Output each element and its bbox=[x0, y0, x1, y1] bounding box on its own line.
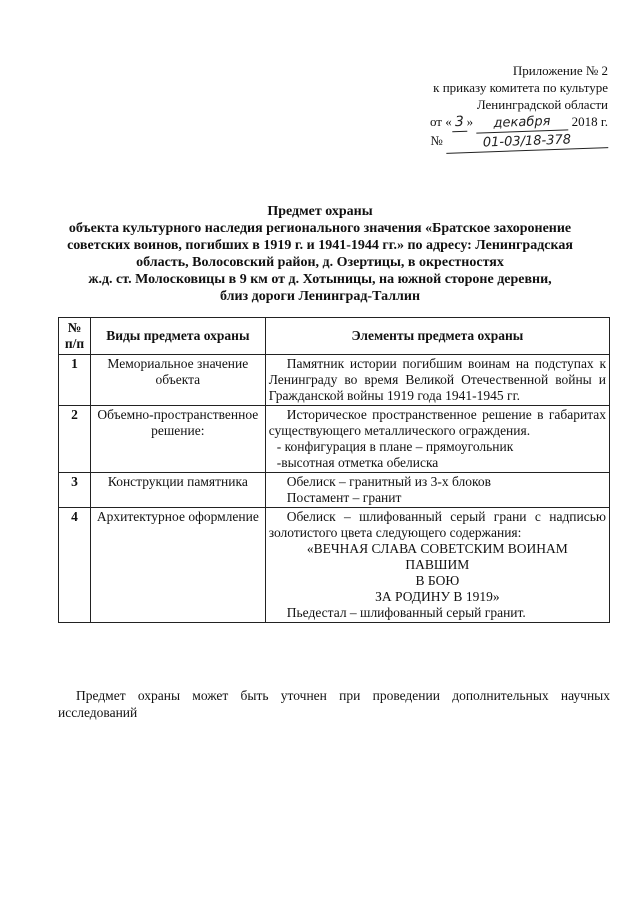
table-row bbox=[59, 508, 610, 623]
table-row bbox=[59, 406, 610, 473]
appendix-block bbox=[348, 62, 608, 151]
table-row bbox=[59, 473, 610, 508]
footer-text: Предмет охраны может быть уточнен при проведении дополнительных научных исследований bbox=[58, 688, 610, 720]
handwritten-number: 01-03/18-378 bbox=[446, 130, 609, 154]
inscription-line: ПАВШИМ bbox=[405, 557, 470, 572]
row-elements bbox=[265, 473, 609, 508]
inscription-line: ЗА РОДИНУ В 1919» bbox=[375, 589, 500, 604]
document-title bbox=[40, 203, 600, 305]
title-line-6: близ дороги Ленинград-Таллин bbox=[219, 289, 421, 304]
row-kind: Мемориальное значение объекта bbox=[90, 355, 265, 406]
title-line-4: область, Волосовский район, д. Озертицы, в окрестностях bbox=[136, 255, 504, 270]
row-num: 1 bbox=[59, 355, 91, 406]
row-text: Памятник истории погибшим воинам на подступах к Ленинграду во время Великой Отечественной войны и Гражданской войны 1919 года 1941-1945 гг. bbox=[268, 356, 606, 403]
table-row bbox=[59, 355, 610, 406]
footer-note bbox=[58, 687, 610, 721]
header-num: № п/п bbox=[59, 318, 91, 355]
row-num: 3 bbox=[59, 473, 91, 508]
header-kind: Виды предмета охраны bbox=[90, 318, 265, 355]
appendix-title: Приложение № 2 bbox=[512, 63, 608, 78]
appendix-order-ref: к приказу комитета по культуре bbox=[433, 80, 608, 95]
row-text: Обелиск – шлифованный серый грани с надписью золотистого цвета следующего содержания: bbox=[268, 509, 606, 540]
date-year: 2018 г. bbox=[571, 114, 608, 129]
row-tail: Пьедестал – шлифованный серый гранит. bbox=[286, 605, 526, 620]
row-kind: Архитектурное оформление bbox=[90, 508, 265, 623]
row-list-item: -высотная отметка обелиска bbox=[276, 455, 439, 470]
row-text: Историческое пространственное решение в габаритах существующего металлического ограждения. bbox=[268, 407, 606, 438]
title-line-5: ж.д. ст. Молосковицы в 9 км от д. Хотыницы, на южной стороне деревни, bbox=[88, 272, 552, 287]
row-elements bbox=[265, 508, 609, 623]
row-elements bbox=[265, 355, 609, 406]
inscription-line: В БОЮ bbox=[415, 573, 460, 588]
inscription-line: «ВЕЧНАЯ СЛАВА СОВЕТСКИМ ВОИНАМ bbox=[306, 541, 568, 556]
date-prefix: от « bbox=[429, 114, 452, 129]
appendix-number bbox=[348, 132, 608, 151]
row-elements bbox=[265, 406, 609, 473]
appendix-date bbox=[348, 113, 608, 132]
row-num: 4 bbox=[59, 508, 91, 623]
handwritten-day: 3 bbox=[451, 114, 467, 133]
table-header-row bbox=[59, 318, 610, 355]
row-line: Постамент – гранит bbox=[286, 490, 402, 505]
header-elements: Элементы предмета охраны bbox=[265, 318, 609, 355]
row-line: Обелиск – гранитный из 3-х блоков bbox=[286, 474, 492, 489]
row-kind: Конструкции памятника bbox=[90, 473, 265, 508]
number-prefix: № bbox=[430, 133, 443, 148]
date-mid: » bbox=[466, 114, 474, 129]
row-list-item: - конфигурация в плане – прямоугольник bbox=[276, 439, 514, 454]
row-num: 2 bbox=[59, 406, 91, 473]
title-line-1: Предмет охраны bbox=[267, 204, 373, 219]
protection-subject-table bbox=[58, 317, 610, 623]
handwritten-month: декабря bbox=[476, 112, 569, 133]
title-line-2: объекта культурного наследия регионального значения «Братское захоронение bbox=[68, 221, 572, 236]
appendix-region: Ленинградской области bbox=[476, 97, 608, 112]
title-line-3: советских воинов, погибших в 1919 г. и 1941-1944 гг.» по адресу: Ленинградская bbox=[67, 238, 573, 253]
row-kind: Объемно-пространственное решение: bbox=[90, 406, 265, 473]
